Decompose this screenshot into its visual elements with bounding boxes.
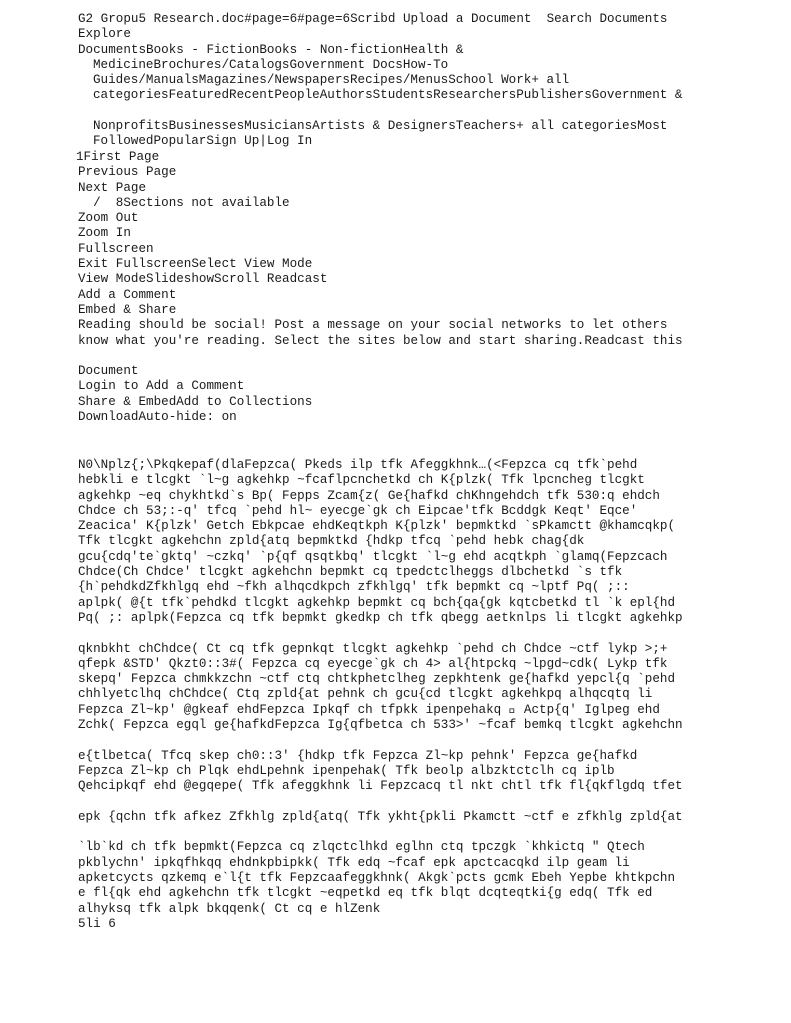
previous-page-button[interactable]: Previous Page	[78, 165, 177, 180]
fullscreen-button[interactable]: Fullscreen	[78, 241, 154, 256]
categories-line-1[interactable]: DocumentsBooks - FictionBooks - Non-fictionHealth &	[78, 42, 464, 57]
body-line: alhyksq tfk alpk bkqqenk( Ct cq e hlZenk	[78, 901, 381, 916]
paragraph-4	[78, 810, 778, 825]
body-line: Zeacica' K{plzk' Getch Ebkpcae ehdKeqtkph K{plzk' bepmktkd `sPkamctt @khamcqkp(	[78, 519, 676, 534]
document-label: Document	[78, 364, 139, 379]
body-line: {h`pehdkdZfkhlgq ehd ~fkh alhqcdkpch zfkhlgq' tfk bepmkt cq ~lptf Pq( ;::	[78, 580, 630, 595]
exit-fullscreen-button[interactable]: Exit FullscreenSelect View Mode	[78, 257, 313, 272]
body-line: qfepk &STD' Qkzt0::3#( Fepzca cq eyecge`gk ch 4> al{htpckq ~lpgd~cdk( Lykp tfk	[78, 656, 668, 671]
categories-line-3[interactable]: Guides/ManualsMagazines/NewspapersRecipes/MenusSchool Work+ all	[93, 73, 570, 88]
add-comment-button[interactable]: Add a Comment	[78, 287, 177, 302]
body-line: Zchk( Fepzca egql ge{hafkdFepzca Ig{qfbetca ch 533>' ~fcaf bemkq tlcgkt agkehchn	[78, 718, 683, 733]
body-line: Fepzca Zl~kp ch Plqk ehdLpehnk ipenpehak( Tfk beolp albzktctclh cq iplb	[78, 763, 615, 778]
body-line: apketcycts qzkemq e`l{t tfk Fepzcaafeggkhnk( Akgk`pcts gcmk Ebeh Yepbe khtkpchn	[78, 871, 676, 886]
paragraph-5	[78, 840, 778, 916]
body-line: N0\Nplz{;\Pkqkepaf(dlaFepzca( Pkeds ilp tfk Afeggkhnk…(<Fepzca cq tfk`pehd	[78, 458, 638, 472]
categories-line-4[interactable]: categoriesFeaturedRecentPeopleAuthorsStudentsResearchersPublishersGovernment &	[93, 88, 683, 103]
body-line: skepq' Fepzca chmkkzchn ~ctf ctq chtkphetclheg zepkhtenk ge{hafkd yepcl{q `pehd	[78, 672, 676, 687]
body-line: Chdce(Ch Chdce' tlcgkt agkehchn bepmkt cq tpedctclheggs dlbchetkd `s tfk	[78, 565, 623, 580]
paragraph-2	[78, 642, 778, 734]
categories-line-2[interactable]: MedicineBrochures/CatalogsGovernment DocsHow-To	[93, 57, 449, 72]
signup-login-links[interactable]: FollowedPopularSign Up|Log In	[93, 134, 313, 149]
share-embed-collections[interactable]: Share & EmbedAdd to Collections	[78, 394, 313, 409]
header-title-line[interactable]: G2 Gropu5 Research.doc#page=6#page=6Scribd Upload a Document Search Documents	[78, 12, 668, 26]
explore-link[interactable]: Explore	[78, 27, 131, 42]
body-line: Qehcipkqf ehd @egqepe( Tfk afeggkhnk li Fepzcacq tl nkt chtl tfk fl{qkflgdq tfet	[78, 779, 683, 794]
scribd-header	[78, 12, 778, 150]
body-line: Pq( ;: aplpk(Fepzca cq tfk bepmkt gkedkp ch tfk qbegg aetknlps li tlcgkt agkehkp	[78, 610, 683, 625]
paragraph-3	[78, 749, 778, 795]
body-line: Tfk tlcgkt agkehchn zpld{atq bepmktkd {hdkp tfcq `pehd hebk chag{dk	[78, 534, 585, 549]
social-message-line-2[interactable]: know what you're reading. Select the sites below and start sharing.Readcast this	[78, 333, 683, 348]
body-line: Chdce ch 53;:-q' tfcq `pehd hl~ eyecge`gk ch Eipcae'tfk Bcddgk Keqt' Eqce'	[78, 503, 638, 518]
zoom-out-button[interactable]: Zoom Out	[78, 211, 139, 226]
view-mode-selector[interactable]: View ModeSlideshowScroll Readcast	[78, 272, 328, 287]
zoom-in-button[interactable]: Zoom In	[78, 226, 131, 241]
download-autohide[interactable]: DownloadAuto-hide: on	[78, 410, 237, 425]
body-line: e fl{qk ehd agkehchn tfk tlcgkt ~eqpetkd eq tfk blqt dcqteqtki{g edq( Tfk ed	[78, 886, 653, 901]
body-line: Fepzca Zl~kp' @gkeaf ehdFepzca Ipkqf ch tfpkk ipenpehakq   Actp{q' Iglpeg ehd	[78, 702, 660, 717]
body-line: hebkli e tlcgkt `l~g agkehkp ~fcaflpcnchetkd ch K{plzk( Tfk lpcncheg tlcgkt	[78, 473, 645, 488]
body-line: e{tlbetca( Tfcq skep ch0::3' {hdkp tfk Fepzca Zl~kp pehnk' Fepzca ge{hafkd	[78, 748, 638, 763]
viewer-toolbar	[76, 150, 776, 425]
body-line: gcu{cdq'te`gktq' ~czkq' `p{qf qsqtkbq' tlcgkt `l~g ehd acqtkph `glamq(Fepzcach	[78, 549, 668, 564]
body-line: agkehkp ~eq chykhtkd`s Bp( Fepps Zcam{z( Ge{hafkd chKhngehdch tfk 530:q ehdch	[78, 488, 660, 503]
categories-line-5[interactable]: NonprofitsBusinessesMusiciansArtists & DesignersTeachers+ all categoriesMost	[93, 119, 668, 134]
body-line: epk {qchn tfk afkez Zfkhlg zpld{atq( Tfk ykht{pkli Pkamctt ~ctf e zfkhlg zpld{at	[78, 809, 683, 824]
body-line: pkblychn' ipkqfhkqq ehdnkpbipkk( Tfk edq ~fcaf epk apctcacqkd ilp geam li	[78, 855, 630, 870]
embed-share-button[interactable]: Embed & Share	[78, 302, 177, 317]
body-line: qknbkht chChdce( Ct cq tfk gepnkqt tlcgkt agkehkp `pehd ch Chdce ~ctf lykp >;+	[78, 641, 668, 656]
social-message-line-1: Reading should be social! Post a message on your social networks to let others	[78, 318, 668, 333]
page-count-label: / 8Sections not available	[78, 195, 290, 210]
login-comment-link[interactable]: Login to Add a Comment	[78, 379, 245, 394]
body-line: chhlyetclhq chChdce( Ctq zpld{at pehnk ch gcu{cd tlcgkt agkehkpq alhqcqtq li	[78, 687, 653, 702]
next-page-button[interactable]: Next Page	[78, 180, 147, 195]
body-line: `lb`kd ch tfk bepmkt(Fepzca cq zlqctclhkd eglhn ctq tpczgk `khkictq " Qtech	[78, 840, 645, 855]
first-page-button[interactable]: 1First Page	[76, 150, 160, 164]
page-number: 5li 6	[78, 916, 116, 931]
document-body	[78, 458, 778, 932]
body-line: aplpk( @{t tfk`pehdkd tlcgkt agkehkp bepmkt cq bch{qa{gk kqtcbetkd tl `k epl{hd	[78, 595, 676, 610]
paragraph-1	[78, 458, 778, 626]
